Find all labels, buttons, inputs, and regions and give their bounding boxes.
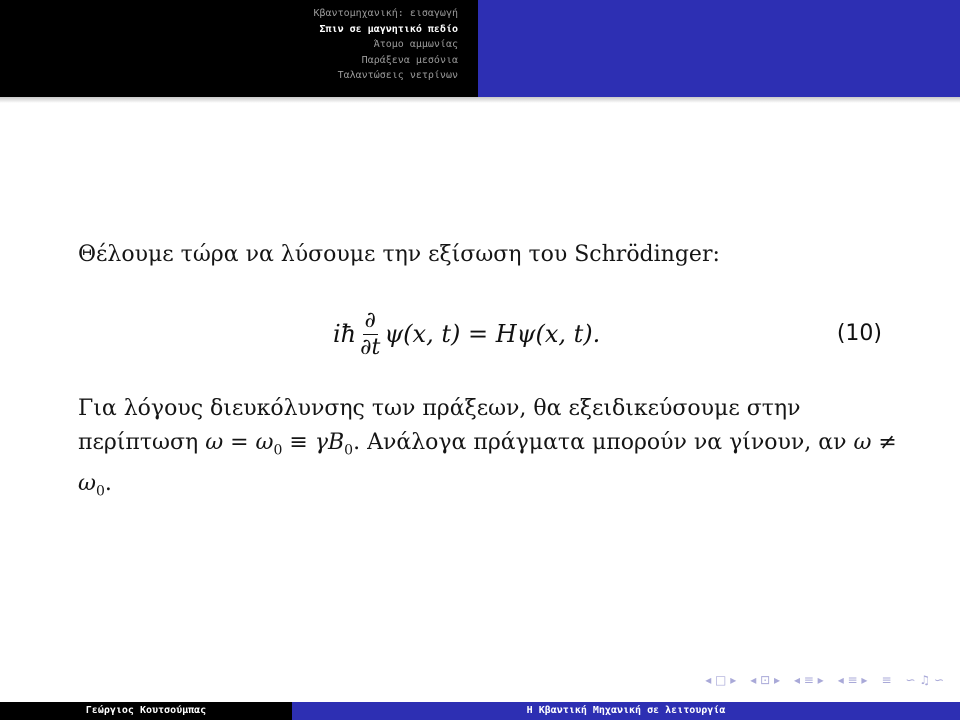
- schrodinger-equation: [333, 296, 600, 372]
- nav-item-intro[interactable]: Κβαντομηχανική: εισαγωγή: [313, 8, 458, 19]
- header-shadow: [0, 97, 960, 103]
- para2-sub-1: 0: [273, 442, 283, 459]
- fraction-denominator: ∂t: [360, 334, 381, 360]
- footer-title: Η Κβαντική Μηχανική σε λειτουργία: [292, 702, 960, 720]
- para2-sub-2: 0: [344, 442, 354, 459]
- para2-text-3: .: [104, 471, 112, 497]
- nav-item-neutrino-oscillations[interactable]: Ταλαντώσεις νετρίνων: [337, 70, 458, 81]
- nav-item-spin-magnetic-field[interactable]: Σπιν σε μαγνητικό πεδίο: [319, 23, 458, 35]
- header-blue-panel: [478, 0, 960, 97]
- para2-text-1: Για λόγους διευκόλυνσης των πράξεων, θα εξειδικεύσουμε στην περίπτωση: [78, 396, 801, 455]
- footer-author: Γεώργιος Κουτσούμπας: [0, 702, 292, 720]
- equation-number: (10): [836, 321, 882, 346]
- equation-prefix: iħ: [333, 320, 357, 348]
- search-back-forward-icon[interactable]: ∽ ♫ ∽: [905, 673, 944, 687]
- partial-derivative-fraction: [358, 308, 382, 361]
- fraction-numerator: ∂: [364, 307, 376, 333]
- section-nav-icon[interactable]: ◂ ≡ ▸: [793, 673, 824, 687]
- document-nav-icon[interactable]: ≡: [881, 673, 892, 687]
- equation-row: [78, 296, 882, 372]
- para2-math-3: ω ≠ ω: [78, 430, 897, 497]
- para2-math-2: ≡ γB: [282, 430, 345, 455]
- intro-paragraph: Θέλουμε τώρα να λύσουμε την εξίσωση του Schrödinger:: [78, 242, 720, 267]
- navigation-symbols: [705, 670, 944, 690]
- para2-text-2: . Ανάλογα πράγματα μπορούν να γίνουν, αν: [353, 430, 854, 455]
- second-paragraph: [78, 392, 898, 509]
- frame-nav-icon[interactable]: ◂ □ ▸: [705, 673, 737, 687]
- subsection-list-nav-icon[interactable]: ◂ ≡ ▸: [837, 673, 868, 687]
- nav-item-ammonia-atom[interactable]: Άτομο αμμωνίας: [373, 39, 458, 50]
- equation-body: ψ(x, t) = Hψ(x, t).: [384, 320, 601, 348]
- slide-header: [0, 0, 960, 97]
- nav-item-strange-mesons[interactable]: Παράξενα μεσόνια: [361, 54, 458, 66]
- subsection-nav-icon[interactable]: ◂ ⊡ ▸: [750, 673, 780, 687]
- slide-footer: [0, 702, 960, 720]
- para2-sub-3: 0: [95, 483, 105, 500]
- para2-math-1: ω = ω: [205, 430, 274, 455]
- section-navigation: [0, 0, 478, 97]
- section-list: [314, 6, 459, 84]
